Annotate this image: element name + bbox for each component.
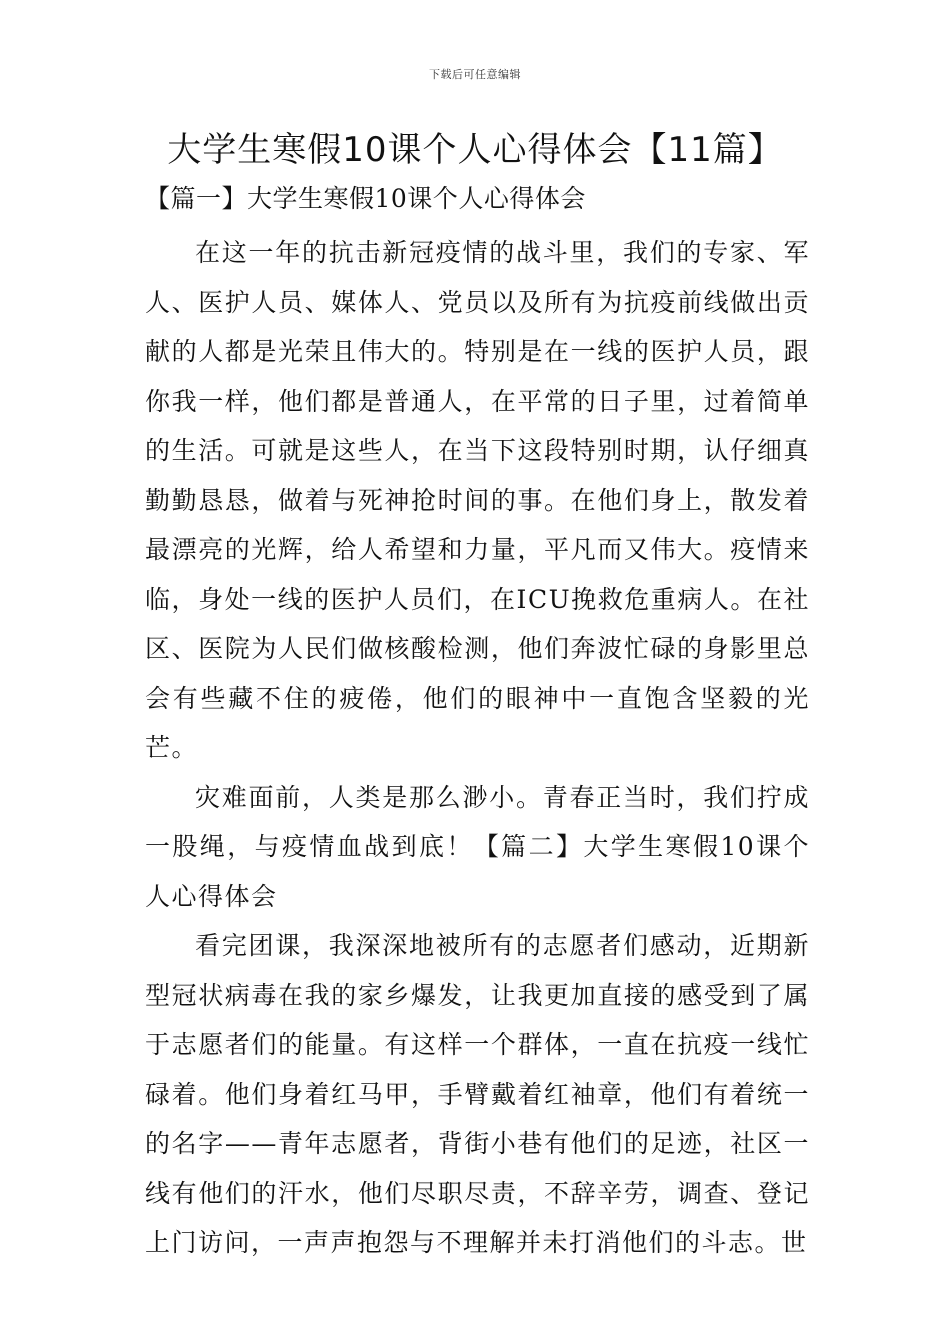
- header-note: 下载后可任意编辑: [429, 68, 521, 81]
- document-body: [145, 180, 810, 1268]
- section-heading-1: 【篇一】大学生寒假10课个人心得体会: [145, 184, 586, 213]
- paragraph-2: [145, 773, 810, 922]
- section-heading-2: 【篇二】大学生寒假10课个人心得体会: [145, 832, 810, 911]
- paragraph-3: 看完团课，我深深地被所有的志愿者们感动，近期新型冠状病毒在我的家乡爆发，让我更加直接的感受到了属于志愿者们的能量。有这样一个群体，一直在抗疫一线忙碌着。他们身着红马甲，手臂戴着红袖章，他们有着统一的名字——青年志愿者，背街小巷有他们的足迹，社区一线有他们的汗水，他们尽职尽责，不辞辛劳，调查、登记上门访问，一声声抱怨与不理解并未打消他们的斗志。世: [145, 931, 810, 1257]
- paragraph-1: 在这一年的抗击新冠疫情的战斗里，我们的专家、军人、医护人员、媒体人、党员以及所有为抗疫前线做出贡献的人都是光荣且伟大的。特别是在一线的医护人员，跟你我一样，他们都是普通人，在平常的日子里，过着简单的生活。可就是这些人，在当下这段特别时期，认仔细真勤勤恳恳，做着与死神抢时间的事。在他们身上，散发着最漂亮的光辉，给人希望和力量，平凡而又伟大。疫情来临，身处一线的医护人员们，在ICU挽救危重病人。在社区、医院为人民们做核酸检测，他们奔波忙碌的身影里总会有些藏不住的疲倦，他们的眼神中一直饱含坚毅的光芒。: [145, 238, 810, 762]
- paragraph-2-text: 灾难面前，人类是那么渺小。青春正当时，我们拧成一股绳，与疫情血战到底！: [145, 782, 810, 861]
- document-title: 大学生寒假10课个人心得体会【11篇】: [167, 130, 783, 170]
